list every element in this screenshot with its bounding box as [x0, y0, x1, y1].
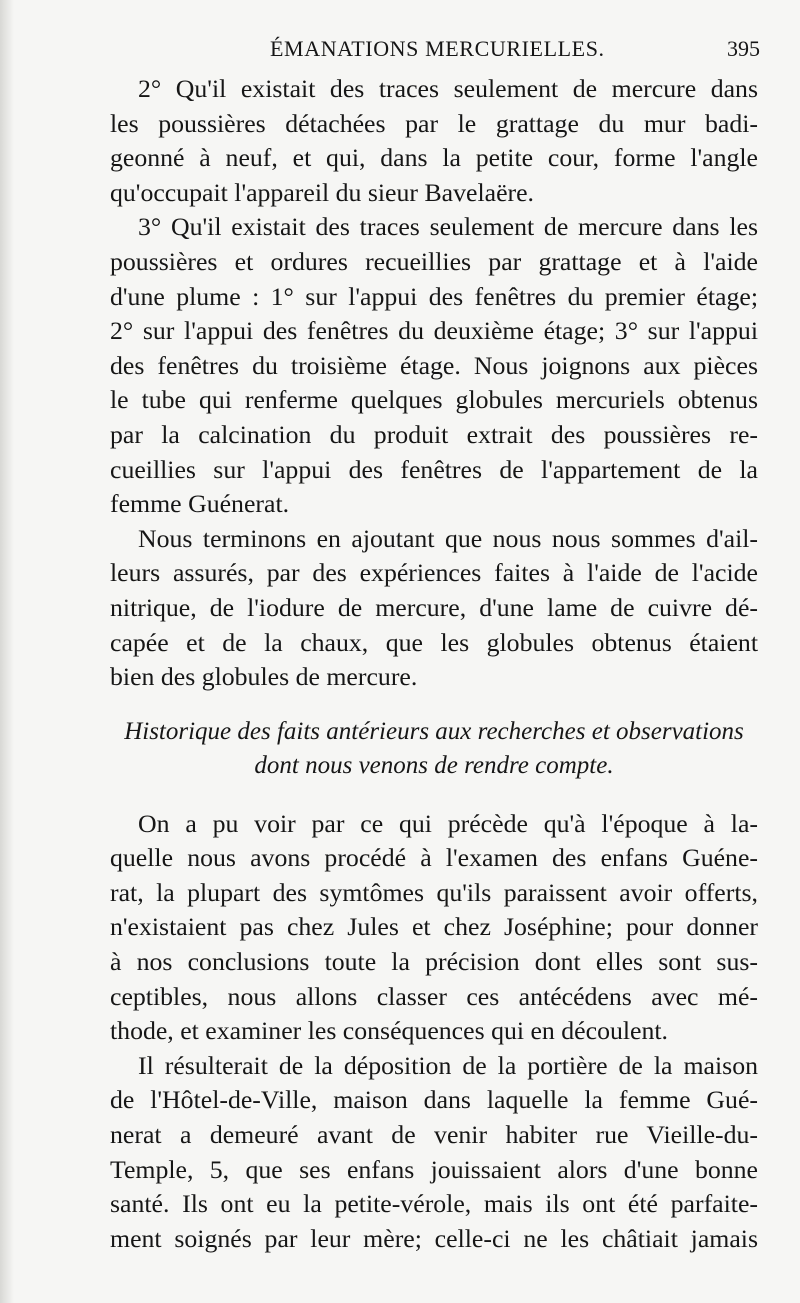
text-line: leurs assurés, par des expériences faites à l'aide de l'acide: [110, 558, 758, 588]
text-line: nitrique, de l'iodure de mercure, d'une lame de cuivre dé-: [110, 592, 758, 622]
section-heading-line: dont nous venons de rendre compte.: [254, 751, 614, 779]
text-line: qu'occupait l'appareil du sieur Bavelaëre.: [110, 177, 535, 207]
text-line: Il résulterait de la déposition de la portière de la maison: [138, 1050, 758, 1080]
text-line: On a pu voir par ce qui précède qu'à l'époque à la-: [138, 808, 758, 838]
page-number: 395: [727, 36, 760, 61]
text-line: d'une plume : 1° sur l'appui des fenêtres du premier étage;: [110, 281, 758, 311]
text-line: les poussières détachées par le grattage du mur badi-: [110, 108, 758, 138]
text-line: Nous terminons en ajoutant que nous nous sommes d'ail-: [138, 523, 758, 553]
section-gap: [110, 695, 758, 715]
body-text: [110, 72, 758, 1256]
text-line: de l'Hôtel-de-Ville, maison dans laquelle la femme Gué-: [110, 1085, 758, 1115]
running-title: ÉMANATIONS MERCURIELLES.: [270, 36, 605, 61]
text-line: le tube qui renferme quelques globules mercuriels obtenus: [110, 385, 758, 415]
text-line: par la calcination du produit extrait des poussières re-: [110, 419, 758, 449]
section-gap: [110, 783, 758, 807]
text-line: santé. Ils ont eu la petite-vérole, mais ils ont été parfaite-: [110, 1189, 758, 1219]
text-line: 3° Qu'il existait des traces seulement de mercure dans les: [138, 212, 758, 242]
text-line: femme Guénerat.: [110, 489, 290, 519]
text-line: 2° Qu'il existait des traces seulement de mercure dans: [138, 74, 758, 103]
text-line: capée et de la chaux, que les globules obtenus étaient: [110, 627, 758, 657]
text-line: ceptibles, nous allons classer ces antécédens avec mé-: [110, 981, 758, 1011]
text-line: geonné à neuf, et qui, dans la petite cour, forme l'angle: [110, 143, 758, 173]
text-line: à nos conclusions toute la précision dont elles sont sus-: [110, 947, 758, 977]
text-line: n'existaient pas chez Jules et chez Joséphine; pour donner: [110, 912, 758, 942]
text-line: cueillies sur l'appui des fenêtres de l'appartement de la: [110, 454, 758, 484]
text-line: poussières et ordures recueillies par grattage et à l'aide: [110, 246, 758, 276]
text-line: 2° sur l'appui des fenêtres du deuxième étage; 3° sur l'appui: [110, 316, 758, 346]
text-line: ment soignés par leur mère; celle-ci ne les châtiait jamais: [110, 1223, 758, 1253]
text-line: bien des globules de mercure.: [110, 662, 418, 692]
page-header: [110, 36, 760, 66]
text-line: nerat a demeuré avant de venir habiter rue Vieille-du-: [110, 1120, 758, 1150]
text-line: quelle nous avons procédé à l'examen des enfans Guéne-: [110, 843, 758, 873]
text-line: Temple, 5, que ses enfans jouissaient alors d'une bonne: [110, 1154, 758, 1184]
page-binding-edge: [0, 0, 14, 1303]
text-line: thode, et examiner les conséquences qui en découlent.: [110, 1016, 669, 1046]
text-line: rat, la plupart des symtômes qu'ils paraissent avoir offerts,: [110, 877, 758, 907]
text-line: des fenêtres du troisième étage. Nous joignons aux pièces: [110, 350, 758, 380]
section-heading-line: Historique des faits antérieurs aux recherches et observations: [124, 717, 744, 745]
